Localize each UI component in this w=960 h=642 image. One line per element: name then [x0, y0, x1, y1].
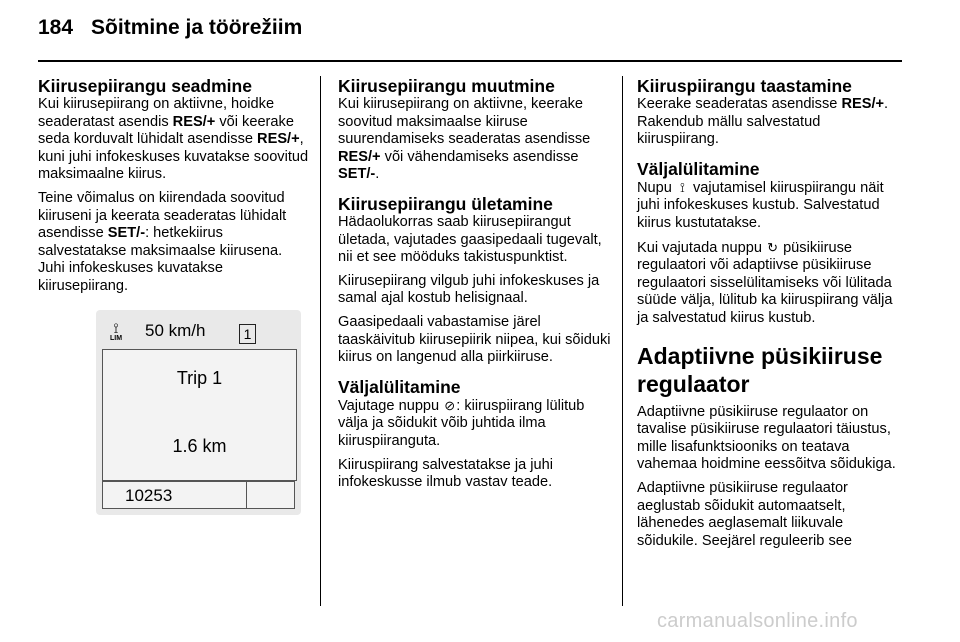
paragraph: Kui kiirusepiirang on aktiivne, hoidke seaderatast asendis RES/+ või keerake seda korduvalt lühidalt asendisse RES/+, kuni juhi infokeskuses kuvatakse soovitud maksimaalne kiirus. — [38, 96, 309, 183]
trip-label: Trip 1 — [176, 367, 223, 388]
page-header — [38, 16, 302, 40]
paragraph: Adaptiivne püsikiiruse regulaator on tavalise püsikiiruse regulaatori täiustus, mille lisafunktsiooniks on teatava vahemaa hoidmine eessõitva sõidukiga. — [637, 403, 896, 473]
cruise-control-icon: ↻ — [767, 239, 778, 255]
column-3 — [637, 76, 905, 556]
paragraph: Kiirusepiirang vilgub juhi infokeskuses ja samal ajal kostub helisignaal. — [338, 272, 600, 307]
column-divider — [622, 76, 623, 606]
page-title: Sõitmine ja töörežiim — [91, 16, 303, 39]
paragraph: Kiiruspiirang salvestatakse ja juhi infokeskusse ilmub vastav teade. — [338, 456, 553, 491]
header-rule — [38, 60, 902, 62]
section-heading: Kiirusepiirangu ületamine — [338, 193, 553, 214]
paragraph: Kui kiirusepiirang on aktiivne, keerake soovitud maksimaalse kiiruse suurendamiseks seaderatas asendisse RES/+ või vähendamiseks asendisse SET/-. — [338, 96, 591, 183]
trip-panel — [102, 349, 297, 481]
paragraph: Kui vajutada nuppu ↻ püsikiiruse regulaatori või adaptiivse püsikiiruse regulaatori sisselülitamiseks või lülitada süüde välja, lülitub ka kiiruspiirang välja ja salvestatud kiirus kustub. — [637, 239, 893, 326]
speed-limiter-icon: ⟟ — [680, 179, 685, 195]
paragraph: Vajutage nuppu ⊘: kiiruspiirang lülitub välja ja sõidukit võib juhtida ilma kiiruspiiranguta. — [338, 397, 585, 449]
section-heading: Kiiruspiirangu taastamine — [637, 76, 852, 96]
section-heading: Väljalülitamine — [338, 376, 461, 397]
section-heading: Kiirusepiirangu muutmine — [338, 76, 555, 96]
column-1 — [38, 76, 310, 515]
paragraph: Gaasipedaali vabastamise järel taaskäivitub kiirusepiirik niipea, kui sõiduki kiirus on langenud alla piirkiiruse. — [338, 313, 611, 366]
paragraph: Keerake seaderatas asendisse RES/+. Rakendub mällu salvestatud kiiruspiirang. — [637, 96, 889, 148]
page-number: 184 — [38, 16, 74, 39]
watermark: carmanualsonline.info — [657, 610, 858, 632]
instrument-display-illustration — [96, 310, 301, 515]
paragraph: Hädaolukorras saab kiirusepiirangut ületada, vajutades gaasipedaali tugevalt, nii et see mööduks takistuspunktist. — [338, 213, 602, 266]
paragraph: Adaptiivne püsikiiruse regulaator aeglustab sõidukit automaatselt, lähenedes aeglasemalt liikuvale sõidukile. Seejärel reguleerib see — [637, 479, 852, 549]
page-indicator: 1 — [239, 324, 256, 344]
trip-distance: 1.6 km — [172, 435, 227, 456]
odometer: 10253 — [102, 481, 247, 509]
column-2 — [338, 76, 612, 498]
paragraph: Nupu ⟟ vajutamisel kiiruspiirangu näit juhi infokeskuses kustub. Salvestatud kiirus kustutatakse. — [637, 179, 884, 231]
section-heading: Väljalülitamine — [637, 158, 760, 179]
limit-speed: 50 km/h — [145, 320, 206, 340]
section-heading: Kiirusepiirangu seadmine — [38, 76, 252, 96]
odometer-side-box — [247, 481, 295, 509]
speed-limiter-icon: ⟟ LIM — [109, 319, 123, 342]
column-divider — [320, 76, 321, 606]
limiter-off-icon: ⊘ — [444, 397, 456, 413]
paragraph: Teine võimalus on kiirendada soovitud kiiruseni ja keerata seaderatas lühidalt asendisse SET/-: hetkekiirus salvestatakse maksimaalse kiirusena. Juhi infokeskuses kuvatakse kiirusepiirang. — [38, 189, 287, 294]
chapter-heading: Adaptiivne püsikiiruse regulaator — [637, 342, 883, 397]
